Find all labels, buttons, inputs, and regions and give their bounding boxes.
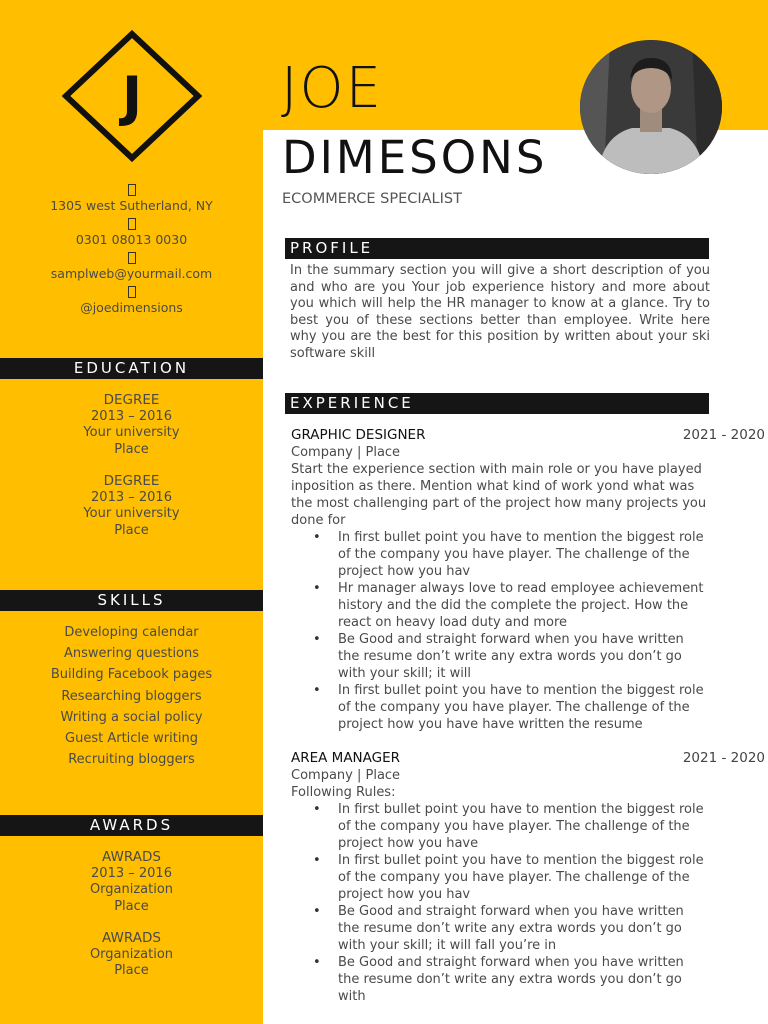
award-entry — [0, 930, 263, 980]
job-description: Start the experience section with main role or you have played inposition as there. Mention what kind of work yond what was the most challenging part of the project how many projects you done for — [291, 462, 707, 528]
company-place: Company | Place — [291, 445, 401, 460]
social-icon — [128, 286, 136, 298]
company-place: Company | Place — [291, 768, 401, 783]
years: 2013 – 2016 — [91, 489, 172, 505]
bullet-item: • Be Good and straight forward when you have written the resume don’t write any extra words you don’t go with — [291, 954, 709, 1005]
place: Place — [114, 522, 149, 538]
job-dates: 2021 - 2020 — [682, 427, 765, 443]
degree: DEGREE — [103, 392, 160, 408]
phone: 0301 08013 0030 — [75, 232, 188, 247]
skill-item: Recruiting bloggers — [68, 752, 195, 768]
social-handle[interactable]: @joedimensions — [80, 300, 183, 315]
education-entry — [0, 473, 263, 539]
profile-summary: In the summary section you will give a short description of you and who are you Your job experience history and more about you which will help the HR manager to know at a glance. Try to best you of these sections better than employee. Write here why you are the best for this position by written about your ski software skill — [290, 263, 710, 361]
bullet-item: • In first bullet point you have to mention the biggest role of the company you have player. The challenge of the project how you have have written the resume — [291, 682, 709, 733]
education-entry — [0, 392, 263, 458]
skill-item: Writing a social policy — [60, 709, 203, 725]
position-title: AREA MANAGER — [291, 750, 401, 766]
location-icon — [128, 184, 136, 196]
monogram-logo — [62, 30, 202, 162]
education-heading: EDUCATION — [0, 358, 263, 379]
awards-heading: AWARDS — [0, 815, 263, 836]
place: Place — [114, 441, 149, 457]
contact-info — [0, 180, 263, 316]
last-name: DIMESONS — [282, 131, 548, 184]
experience-entry — [291, 750, 768, 1005]
award-title: AWRADS — [102, 930, 161, 946]
years: 2013 – 2016 — [91, 865, 172, 881]
award-title: AWRADS — [102, 849, 161, 865]
phone-icon — [128, 218, 136, 230]
job-header — [291, 750, 768, 767]
job-bullets — [291, 801, 709, 1005]
school: Your university — [83, 425, 180, 440]
bullet-item: • Be Good and straight forward when you have written the resume don’t write any extra words you don’t go with your skill; it will fall you’re in — [291, 903, 709, 954]
job-header — [291, 427, 768, 444]
profile-heading: PROFILE — [285, 238, 709, 259]
email[interactable]: samplweb@yourmail.com — [50, 266, 213, 281]
place: Place — [114, 898, 149, 914]
years: 2013 – 2016 — [91, 408, 172, 424]
award-entry — [0, 849, 263, 915]
skills-heading: SKILLS — [0, 590, 263, 611]
person-avatar-icon — [580, 40, 722, 174]
experience-heading: EXPERIENCE — [285, 393, 709, 414]
degree: DEGREE — [103, 473, 160, 489]
job-dates: 2021 - 2020 — [682, 750, 765, 766]
bullet-item: • In first bullet point you have to mention the biggest role of the company you have player. The challenge of the project how you have — [291, 801, 709, 852]
organization: Organization — [89, 882, 174, 897]
skills-list — [0, 622, 263, 770]
skill-item: Answering questions — [63, 646, 200, 662]
job-bullets — [291, 529, 709, 733]
school: Your university — [83, 506, 180, 521]
bullet-item: • In first bullet point you have to mention the biggest role of the company you have player. The challenge of the project how you hav — [291, 852, 709, 903]
monogram-letter: J — [121, 64, 143, 128]
organization: Organization — [89, 946, 174, 962]
first-name: JOE — [281, 56, 383, 121]
bullet-item: • Be Good and straight forward when you have written the resume don’t write any extra words you don’t go with your skill; it will — [291, 631, 709, 682]
email-icon — [128, 252, 136, 264]
bullet-item: • In first bullet point you have to mention the biggest role of the company you have player. The challenge of the project how you hav — [291, 529, 709, 580]
skill-item: Developing calendar — [64, 625, 199, 640]
skill-item: Building Facebook pages — [50, 667, 213, 683]
job-title: ECOMMERCE SPECIALIST — [282, 191, 462, 207]
skill-item: Guest Article writing — [65, 730, 198, 746]
profile-photo — [580, 40, 722, 174]
job-description: Following Rules: — [291, 785, 396, 800]
skill-item: Researching bloggers — [61, 688, 202, 704]
bullet-item: • Hr manager always love to read employee achievement history and the did the complete the project. How the react on heavy load duty and more — [291, 580, 709, 631]
address: 1305 west Sutherland, NY — [50, 198, 213, 213]
place: Place — [114, 963, 149, 978]
experience-entry — [291, 427, 768, 733]
position-title: GRAPHIC DESIGNER — [291, 427, 426, 443]
